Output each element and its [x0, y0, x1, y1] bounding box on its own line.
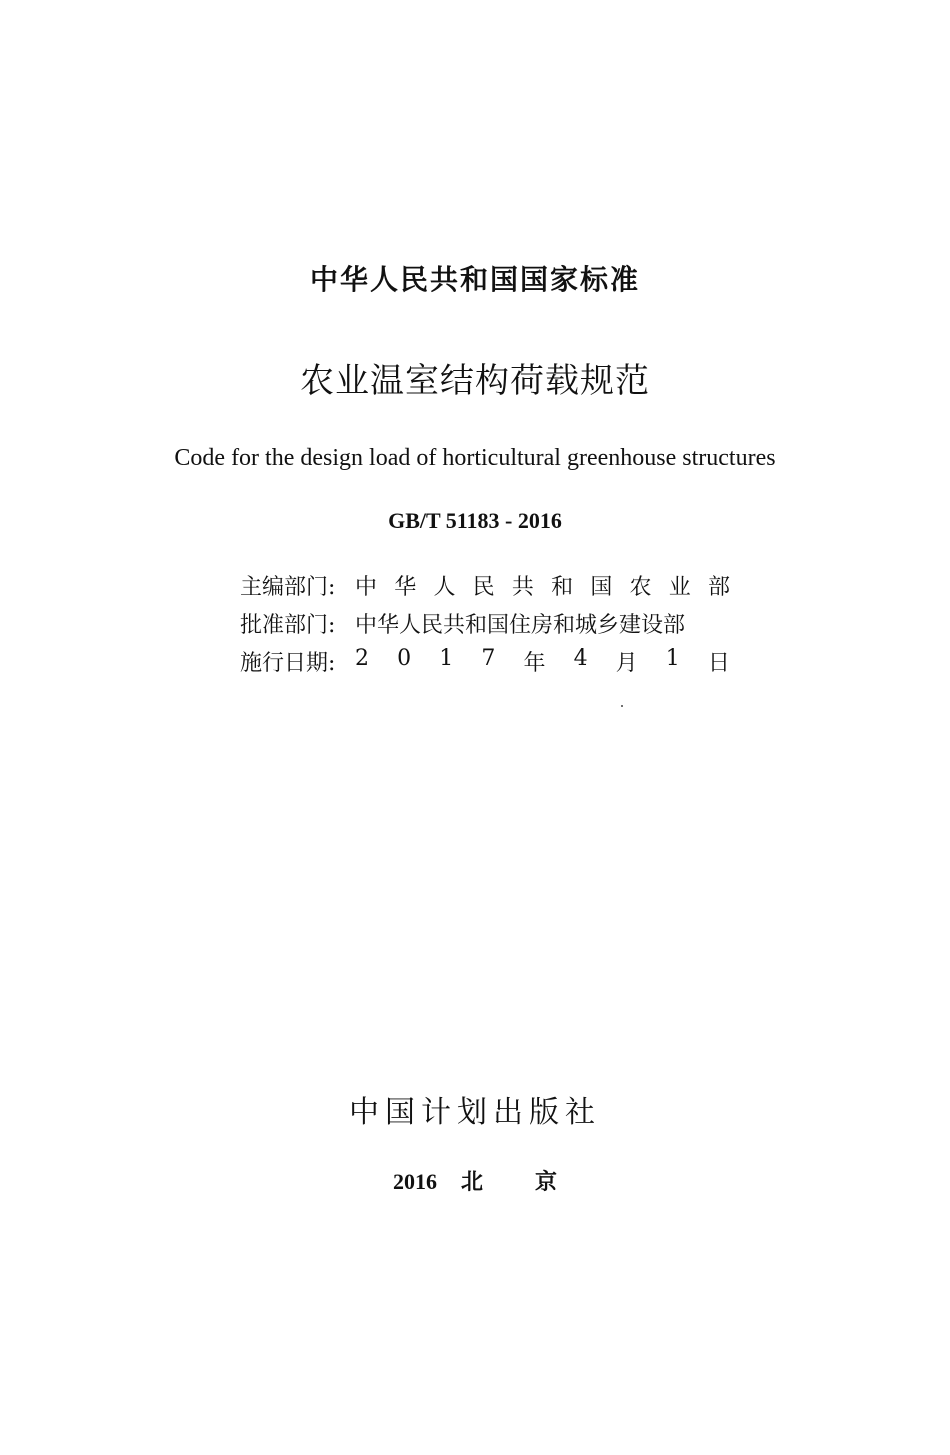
- effective-date-char: 日: [707, 650, 730, 676]
- publication-city-char: 北: [460, 1169, 483, 1195]
- approver-value: 中华人民共和国住房和城乡建设部: [355, 612, 686, 638]
- chief-editor-char: 中: [355, 574, 378, 600]
- effective-date-label: 施行日期:: [240, 650, 336, 676]
- chief-editor-char: 人: [433, 574, 456, 600]
- standard-series-title: 中华人民共和国国家标准: [309, 263, 640, 296]
- chief-editor-value: [355, 570, 730, 601]
- effective-date-char: 0: [397, 645, 412, 671]
- effective-date-char: 2: [355, 645, 369, 671]
- stray-dot: [621, 705, 623, 707]
- effective-date-char: 1: [439, 645, 454, 671]
- publisher-name: 中国计划出版社: [349, 1095, 601, 1130]
- publication-year: 2016: [392, 1169, 437, 1194]
- effective-date-char: 7: [481, 645, 496, 671]
- chief-editor-row: [240, 566, 730, 604]
- effective-date-char: 1: [665, 645, 680, 671]
- publication-city-char: 京: [535, 1169, 558, 1195]
- chief-editor-char: 农: [629, 574, 652, 600]
- effective-date-value: [355, 646, 730, 677]
- publication-place: [0, 1166, 950, 1198]
- chief-editor-char: 华: [394, 574, 417, 600]
- standard-code: GB/T 51183 - 2016: [388, 508, 562, 533]
- effective-date-char: 月: [615, 650, 638, 676]
- chief-editor-char: 和: [551, 574, 574, 600]
- effective-date-char: 年: [523, 650, 546, 676]
- chief-editor-char: 民: [472, 574, 495, 600]
- chief-editor-char: 部: [707, 574, 730, 600]
- chief-editor-label: 主编部门:: [240, 574, 336, 600]
- document-title-chinese: 农业温室结构荷载规范: [300, 361, 650, 401]
- effective-date-char: 4: [573, 645, 588, 671]
- chief-editor-char: 国: [590, 574, 613, 600]
- approver-row: [240, 604, 730, 642]
- approver-label: 批准部门:: [240, 612, 336, 638]
- metadata-block: [240, 566, 730, 680]
- chief-editor-char: 共: [511, 574, 534, 600]
- effective-date-row: [240, 642, 730, 680]
- document-title-english: Code for the design load of horticultural greenhouse structures: [174, 445, 776, 471]
- chief-editor-char: 业: [668, 574, 691, 600]
